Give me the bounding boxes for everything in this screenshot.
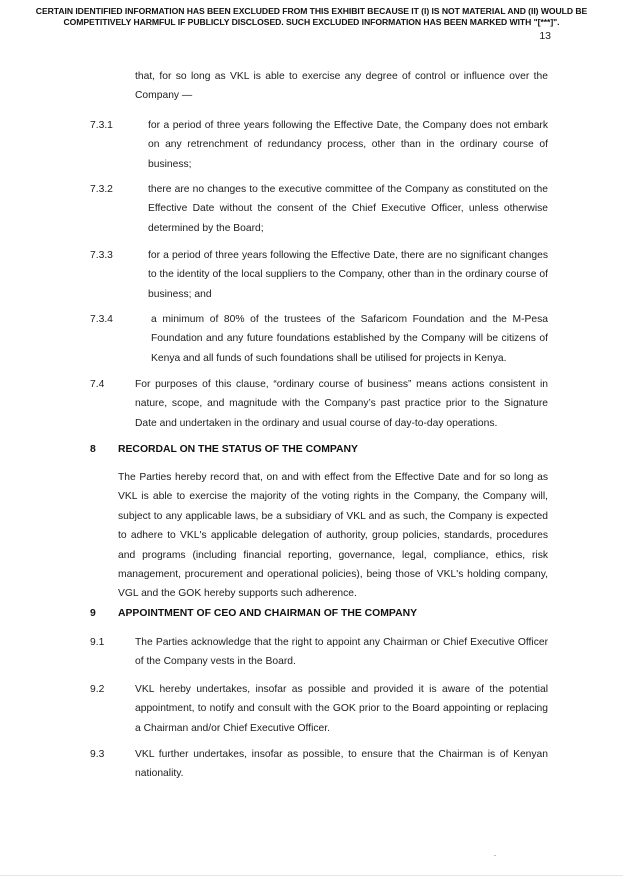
clause-text: a minimum of 80% of the trustees of the Safaricom Foundation and the M-Pesa Foundation and any future foundations established by the Company will be citizens of Kenya and all funds of such foundations shall be utilised for projects in Kenya.: [151, 314, 548, 364]
clause-number: 7.3.2: [90, 184, 113, 195]
clause-number: 7.4: [90, 379, 105, 390]
clause-number: 7.3.3: [90, 250, 113, 261]
page-bottom-edge: [0, 875, 623, 876]
section-number: 8: [90, 444, 96, 455]
clause-number: 7.3.1: [90, 120, 113, 131]
clause-text: there are no changes to the executive committee of the Company as constituted on the Effective Date without the consent of the Chief Executive Officer, unless otherwise determined by the Board;: [148, 184, 548, 234]
section-number: 9: [90, 608, 96, 619]
clause-number: 9.2: [90, 684, 105, 695]
clause-number: 9.1: [90, 637, 105, 648]
clause-text: The Parties acknowledge that the right to appoint any Chairman or Chief Executive Officer of the Company vests in the Board.: [135, 637, 548, 668]
clause-text: VKL further undertakes, insofar as possible, to ensure that the Chairman is of Kenyan nationality.: [135, 749, 548, 780]
clause-number: 9.3: [90, 749, 105, 760]
clause-text: for a period of three years following the Effective Date, the Company does not embark on any retrenchment of redundancy process, other than in the ordinary course of business;: [148, 120, 548, 170]
section-heading: RECORDAL ON THE STATUS OF THE COMPANY: [118, 444, 358, 455]
clause-number: 7.3.4: [90, 314, 113, 325]
clause-text: for a period of three years following the Effective Date, there are no significant changes to the identity of the local suppliers to the Company, other than in the ordinary course of business; and: [148, 250, 548, 300]
intro-paragraph: that, for so long as VKL is able to exercise any degree of control or influence over the Company —: [135, 71, 548, 102]
clause-text: VKL hereby undertakes, insofar as possible and provided it is aware of the potential appointment, to notify and consult with the GOK prior to the Board appointing or replacing a Chairman and/or Chief Executive Officer.: [135, 684, 548, 734]
scan-speck: [494, 855, 496, 856]
clause-text: For purposes of this clause, “ordinary course of business” means actions consistent in nature, scope, and magnitude with the Company’s past practice prior to the Signature Date and undertaken in the ordinary and usual course of day-to-day operations.: [135, 379, 548, 429]
section-paragraph: The Parties hereby record that, on and with effect from the Effective Date and for so long as VKL is able to exercise the majority of the voting rights in the Company, the Company will, subject to any applicable laws, be a subsidiary of VKL and as such, the Company is expected to adhere to VKL's applicable delegation of authority, group policies, standards, procedures and programs (including financial reporting, governance, legal, compliance, ethics, risk management, procurement and operational policies), being those of VKL's holding company, VGL and the GOK hereby supports such adherence.: [118, 472, 548, 600]
page-number: 13: [539, 30, 551, 42]
redaction-notice: CERTAIN IDENTIFIED INFORMATION HAS BEEN EXCLUDED FROM THIS EXHIBIT BECAUSE IT (I) IS NOT MATERIAL AND (II) WOULD BE COMPETITIVELY HARMFUL IF PUBLICLY DISCLOSED. SUCH EXCLUDED INFORMATION HAS BEEN MARKED WITH "[***]".: [35, 6, 588, 27]
section-heading: APPOINTMENT OF CEO AND CHAIRMAN OF THE COMPANY: [118, 608, 418, 619]
